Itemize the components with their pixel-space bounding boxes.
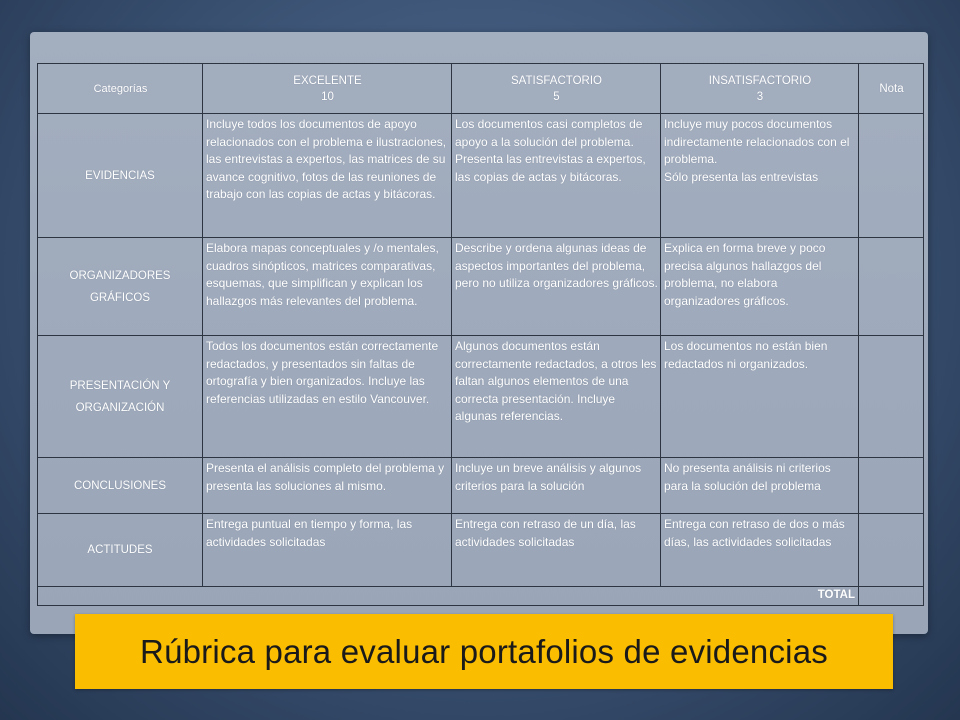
cell-satisfactorio: Entrega con retraso de un día, las actividades solicitadas (452, 514, 661, 587)
row-category: EVIDENCIAS (38, 114, 203, 238)
nota-cell[interactable] (859, 114, 924, 238)
header-insatisfactorio-label: INSATISFACTORIO (708, 74, 812, 87)
nota-cell[interactable] (859, 238, 924, 336)
header-satisfactorio (452, 64, 661, 114)
cell-satisfactorio: Incluye un breve análisis y algunos criterios para la solución (452, 458, 661, 514)
cell-excelente: Entrega puntual en tiempo y forma, las actividades solicitadas (203, 514, 452, 587)
cell-excelente: Todos los documentos están correctamente redactados, y presentados sin faltas de ortografía y bien organizados. Incluye las referencias utilizadas en estilo Vancouver. (203, 336, 452, 458)
cell-satisfactorio: Algunos documentos están correctamente redactados, a otros les faltan algunos elementos de una correcta presentación. Incluye algunas referencias. (452, 336, 661, 458)
table-row (38, 336, 924, 458)
total-row (38, 587, 924, 606)
header-categories: Categorías (38, 64, 203, 114)
header-row (38, 64, 924, 114)
cell-insatisfactorio-text: Incluye muy pocos documentos indirectamente relacionados con el problema. (664, 117, 850, 166)
table-row (38, 238, 924, 336)
cell-excelente: Elabora mapas conceptuales y /o mentales, cuadros sinópticos, matrices comparativas, esquemas, que simplifican y explican los hallazgos más relevantes del problema. (203, 238, 452, 336)
row-category-line-2: GRÁFICOS (89, 291, 151, 304)
header-satisfactorio-label: SATISFACTORIO (511, 74, 602, 87)
title-banner (75, 614, 893, 689)
cell-insatisfactorio (661, 114, 859, 238)
header-excelente (203, 64, 452, 114)
row-category: ACTITUDES (38, 514, 203, 587)
table-row (38, 458, 924, 514)
cell-satisfactorio: Los documentos casi completos de apoyo a la solución del problema. Presenta las entrevistas a expertos, las copias de actas y bitácoras. (452, 114, 661, 238)
cell-insatisfactorio: Los documentos no están bien redactados ni organizados. (661, 336, 859, 458)
cell-excelente: Incluye todos los documentos de apoyo relacionados con el problema e ilustraciones, las entrevistas a expertos, las matrices de su avance cognitivo, fotos de las reuniones de trabajo con las copias de actas y bitácoras. (203, 114, 452, 238)
cell-insatisfactorio: No presenta análisis ni criterios para la solución del problema (661, 458, 859, 514)
cell-excelente: Presenta el análisis completo del problema y presenta las soluciones al mismo. (203, 458, 452, 514)
header-insatisfactorio-score: 3 (756, 90, 764, 103)
cell-insatisfactorio: Explica en forma breve y poco precisa algunos hallazgos del problema, no elabora organizadores gráficos. (661, 238, 859, 336)
total-value-cell[interactable] (859, 587, 924, 606)
row-category-line-1: ORGANIZADORES (69, 269, 171, 282)
cell-insatisfactorio: Entrega con retraso de dos o más días, las actividades solicitadas (661, 514, 859, 587)
row-category: CONCLUSIONES (38, 458, 203, 514)
table-row (38, 514, 924, 587)
cell-insatisfactorio-text-2: Sólo presenta las entrevistas (664, 169, 819, 184)
row-category (38, 336, 203, 458)
total-label: TOTAL (38, 587, 859, 606)
header-excelente-score: 10 (321, 90, 334, 103)
nota-cell[interactable] (859, 336, 924, 458)
nota-cell[interactable] (859, 458, 924, 514)
row-category (38, 238, 203, 336)
row-category-line-1: PRESENTACIÓN Y (69, 379, 171, 392)
rubric-table (37, 63, 924, 606)
header-excelente-label: EXCELENTE (293, 74, 362, 87)
header-satisfactorio-score: 5 (553, 90, 560, 103)
table-row (38, 114, 924, 238)
nota-cell[interactable] (859, 514, 924, 587)
cell-satisfactorio: Describe y ordena algunas ideas de aspectos importantes del problema, pero no utiliza organizadores gráficos. (452, 238, 661, 336)
header-insatisfactorio (661, 64, 859, 114)
banner-title: Rúbrica para evaluar portafolios de evidencias (140, 632, 828, 670)
row-category-line-2: ORGANIZACIÓN (75, 401, 165, 414)
header-nota: Nota (859, 64, 924, 114)
